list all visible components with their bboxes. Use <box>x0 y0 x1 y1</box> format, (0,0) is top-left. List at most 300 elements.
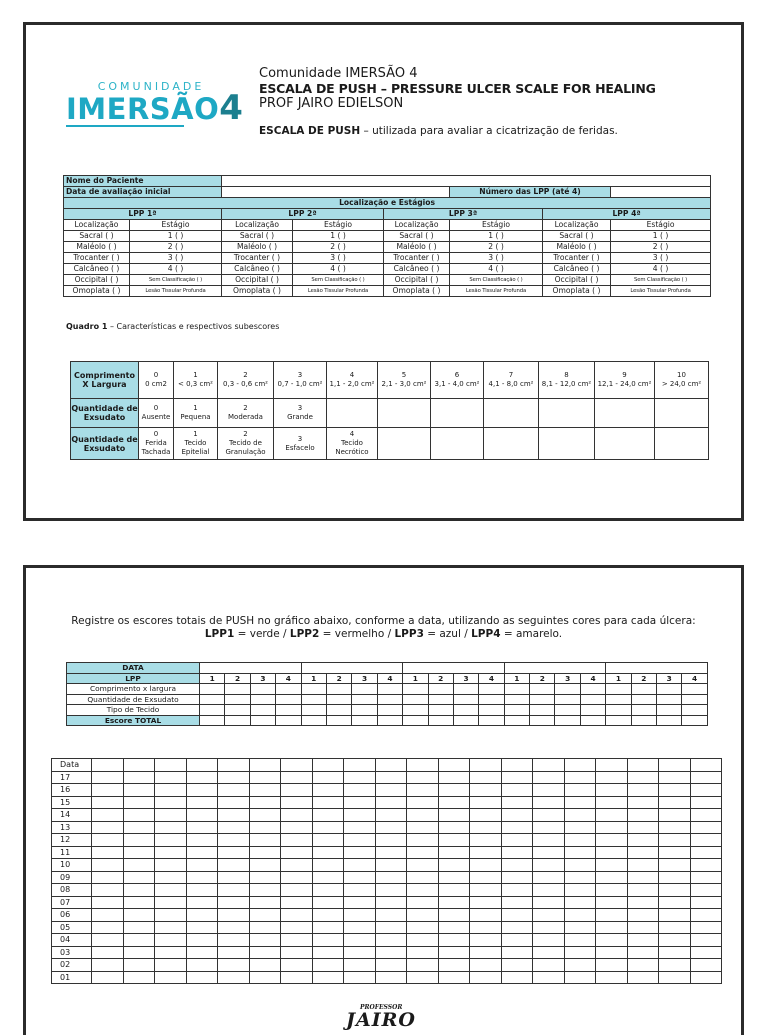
grid-cell[interactable] <box>218 821 250 834</box>
total-cell[interactable] <box>479 715 504 726</box>
grid-cell[interactable] <box>218 909 250 922</box>
push-cell[interactable] <box>479 705 504 716</box>
push-cell[interactable] <box>631 694 656 705</box>
grid-cell[interactable] <box>92 959 124 972</box>
grid-cell[interactable] <box>501 934 533 947</box>
grid-date-cell[interactable] <box>564 759 596 772</box>
grid-cell[interactable] <box>533 859 565 872</box>
grid-cell[interactable] <box>218 971 250 984</box>
grid-cell[interactable] <box>218 896 250 909</box>
grid-cell[interactable] <box>155 809 187 822</box>
push-cell[interactable] <box>200 705 225 716</box>
grid-cell[interactable] <box>470 846 502 859</box>
grid-cell[interactable] <box>407 859 439 872</box>
grid-cell[interactable] <box>186 921 218 934</box>
push-cell[interactable] <box>682 705 707 716</box>
push-cell[interactable] <box>479 694 504 705</box>
grid-cell[interactable] <box>659 846 691 859</box>
grid-cell[interactable] <box>690 884 722 897</box>
grid-cell[interactable] <box>470 784 502 797</box>
grid-cell[interactable] <box>438 796 470 809</box>
push-cell[interactable] <box>453 694 478 705</box>
push-cell[interactable] <box>428 705 453 716</box>
grid-cell[interactable] <box>533 934 565 947</box>
push-cell[interactable] <box>606 694 631 705</box>
grid-cell[interactable] <box>501 871 533 884</box>
push-cell[interactable] <box>276 705 301 716</box>
grid-cell[interactable] <box>312 896 344 909</box>
grid-cell[interactable] <box>438 909 470 922</box>
grid-cell[interactable] <box>407 846 439 859</box>
grid-cell[interactable] <box>218 946 250 959</box>
grid-cell[interactable] <box>501 946 533 959</box>
grid-cell[interactable] <box>627 909 659 922</box>
stage-option[interactable]: 4 ( ) <box>293 264 384 275</box>
grid-cell[interactable] <box>281 946 313 959</box>
grid-cell[interactable] <box>155 909 187 922</box>
grid-cell[interactable] <box>596 834 628 847</box>
grid-cell[interactable] <box>92 871 124 884</box>
total-cell[interactable] <box>682 715 707 726</box>
push-cell[interactable] <box>200 694 225 705</box>
grid-cell[interactable] <box>659 934 691 947</box>
grid-cell[interactable] <box>659 971 691 984</box>
grid-cell[interactable] <box>501 884 533 897</box>
grid-cell[interactable] <box>218 884 250 897</box>
grid-cell[interactable] <box>123 884 155 897</box>
grid-cell[interactable] <box>155 959 187 972</box>
grid-cell[interactable] <box>155 871 187 884</box>
lpp-count-field[interactable] <box>611 187 711 198</box>
grid-cell[interactable] <box>596 846 628 859</box>
grid-cell[interactable] <box>470 821 502 834</box>
grid-cell[interactable] <box>123 971 155 984</box>
grid-cell[interactable] <box>564 871 596 884</box>
grid-cell[interactable] <box>627 871 659 884</box>
push-cell[interactable] <box>555 684 580 695</box>
grid-cell[interactable] <box>659 959 691 972</box>
date-field[interactable] <box>606 663 708 674</box>
grid-cell[interactable] <box>155 946 187 959</box>
grid-cell[interactable] <box>218 859 250 872</box>
grid-cell[interactable] <box>533 921 565 934</box>
push-cell[interactable] <box>606 684 631 695</box>
grid-date-cell[interactable] <box>281 759 313 772</box>
grid-cell[interactable] <box>407 909 439 922</box>
grid-cell[interactable] <box>533 959 565 972</box>
grid-cell[interactable] <box>596 946 628 959</box>
grid-cell[interactable] <box>659 821 691 834</box>
grid-cell[interactable] <box>155 934 187 947</box>
grid-cell[interactable] <box>186 884 218 897</box>
grid-cell[interactable] <box>533 846 565 859</box>
grid-cell[interactable] <box>375 971 407 984</box>
push-cell[interactable] <box>682 684 707 695</box>
grid-cell[interactable] <box>407 946 439 959</box>
stage-option[interactable]: Sem Classificação ( ) <box>293 275 384 286</box>
stage-option[interactable]: Lesão Tissular Profunda <box>611 286 711 297</box>
grid-cell[interactable] <box>470 959 502 972</box>
grid-cell[interactable] <box>501 909 533 922</box>
grid-cell[interactable] <box>155 971 187 984</box>
grid-cell[interactable] <box>249 921 281 934</box>
grid-cell[interactable] <box>218 959 250 972</box>
grid-cell[interactable] <box>627 796 659 809</box>
grid-cell[interactable] <box>92 921 124 934</box>
grid-cell[interactable] <box>627 921 659 934</box>
grid-cell[interactable] <box>344 846 376 859</box>
grid-cell[interactable] <box>375 771 407 784</box>
grid-cell[interactable] <box>92 909 124 922</box>
grid-cell[interactable] <box>627 809 659 822</box>
stage-option[interactable]: 2 ( ) <box>450 242 543 253</box>
grid-cell[interactable] <box>596 796 628 809</box>
push-cell[interactable] <box>403 694 428 705</box>
grid-cell[interactable] <box>186 821 218 834</box>
push-cell[interactable] <box>403 705 428 716</box>
grid-cell[interactable] <box>596 771 628 784</box>
stage-option[interactable]: 3 ( ) <box>130 253 222 264</box>
push-cell[interactable] <box>352 705 377 716</box>
grid-cell[interactable] <box>312 934 344 947</box>
grid-cell[interactable] <box>627 971 659 984</box>
grid-date-cell[interactable] <box>501 759 533 772</box>
grid-cell[interactable] <box>596 871 628 884</box>
grid-cell[interactable] <box>407 884 439 897</box>
grid-cell[interactable] <box>690 946 722 959</box>
grid-cell[interactable] <box>627 821 659 834</box>
push-cell[interactable] <box>276 684 301 695</box>
grid-cell[interactable] <box>249 784 281 797</box>
grid-cell[interactable] <box>407 971 439 984</box>
grid-cell[interactable] <box>470 946 502 959</box>
push-cell[interactable] <box>657 694 682 705</box>
grid-cell[interactable] <box>501 796 533 809</box>
grid-cell[interactable] <box>92 859 124 872</box>
push-cell[interactable] <box>326 705 351 716</box>
total-cell[interactable] <box>326 715 351 726</box>
grid-cell[interactable] <box>659 859 691 872</box>
push-cell[interactable] <box>225 684 250 695</box>
grid-cell[interactable] <box>281 834 313 847</box>
grid-cell[interactable] <box>438 934 470 947</box>
location-option[interactable]: Occipital ( ) <box>64 275 130 286</box>
location-option[interactable]: Omoplata ( ) <box>222 286 293 297</box>
grid-cell[interactable] <box>312 834 344 847</box>
grid-cell[interactable] <box>92 896 124 909</box>
grid-cell[interactable] <box>627 934 659 947</box>
grid-date-cell[interactable] <box>186 759 218 772</box>
grid-cell[interactable] <box>438 959 470 972</box>
grid-cell[interactable] <box>155 859 187 872</box>
grid-cell[interactable] <box>659 809 691 822</box>
grid-cell[interactable] <box>690 796 722 809</box>
grid-cell[interactable] <box>218 771 250 784</box>
stage-option[interactable]: 4 ( ) <box>450 264 543 275</box>
push-cell[interactable] <box>250 694 275 705</box>
location-option[interactable]: Calcâneo ( ) <box>543 264 611 275</box>
grid-cell[interactable] <box>344 946 376 959</box>
grid-cell[interactable] <box>659 884 691 897</box>
grid-cell[interactable] <box>564 834 596 847</box>
push-cell[interactable] <box>377 694 402 705</box>
stage-option[interactable]: Lesão Tissular Profunda <box>293 286 384 297</box>
total-cell[interactable] <box>631 715 656 726</box>
grid-cell[interactable] <box>407 821 439 834</box>
grid-cell[interactable] <box>407 959 439 972</box>
push-cell[interactable] <box>301 705 326 716</box>
grid-cell[interactable] <box>375 821 407 834</box>
grid-cell[interactable] <box>501 834 533 847</box>
grid-cell[interactable] <box>690 959 722 972</box>
stage-option[interactable]: Lesão Tissular Profunda <box>450 286 543 297</box>
grid-cell[interactable] <box>186 796 218 809</box>
grid-cell[interactable] <box>155 921 187 934</box>
stage-option[interactable]: 1 ( ) <box>130 231 222 242</box>
grid-cell[interactable] <box>249 796 281 809</box>
grid-cell[interactable] <box>533 884 565 897</box>
push-cell[interactable] <box>580 694 605 705</box>
grid-cell[interactable] <box>501 846 533 859</box>
grid-cell[interactable] <box>501 784 533 797</box>
grid-cell[interactable] <box>123 809 155 822</box>
grid-cell[interactable] <box>344 821 376 834</box>
grid-cell[interactable] <box>281 959 313 972</box>
total-cell[interactable] <box>453 715 478 726</box>
grid-cell[interactable] <box>249 884 281 897</box>
grid-cell[interactable] <box>249 834 281 847</box>
push-cell[interactable] <box>225 694 250 705</box>
grid-cell[interactable] <box>249 859 281 872</box>
location-option[interactable]: Omoplata ( ) <box>64 286 130 297</box>
grid-cell[interactable] <box>344 796 376 809</box>
stage-option[interactable]: 1 ( ) <box>450 231 543 242</box>
grid-cell[interactable] <box>186 896 218 909</box>
grid-cell[interactable] <box>533 771 565 784</box>
grid-cell[interactable] <box>690 971 722 984</box>
grid-cell[interactable] <box>249 896 281 909</box>
grid-cell[interactable] <box>501 971 533 984</box>
grid-cell[interactable] <box>596 921 628 934</box>
grid-cell[interactable] <box>281 896 313 909</box>
grid-date-cell[interactable] <box>123 759 155 772</box>
grid-cell[interactable] <box>92 934 124 947</box>
location-option[interactable]: Occipital ( ) <box>384 275 450 286</box>
grid-cell[interactable] <box>690 784 722 797</box>
grid-cell[interactable] <box>470 809 502 822</box>
grid-cell[interactable] <box>344 971 376 984</box>
total-cell[interactable] <box>403 715 428 726</box>
total-cell[interactable] <box>580 715 605 726</box>
grid-cell[interactable] <box>438 896 470 909</box>
stage-option[interactable]: 1 ( ) <box>611 231 711 242</box>
grid-cell[interactable] <box>218 846 250 859</box>
grid-cell[interactable] <box>281 796 313 809</box>
grid-date-cell[interactable] <box>249 759 281 772</box>
grid-cell[interactable] <box>659 946 691 959</box>
push-cell[interactable] <box>555 694 580 705</box>
push-cell[interactable] <box>530 694 555 705</box>
grid-date-cell[interactable] <box>375 759 407 772</box>
grid-cell[interactable] <box>92 971 124 984</box>
grid-date-cell[interactable] <box>533 759 565 772</box>
grid-cell[interactable] <box>344 834 376 847</box>
grid-cell[interactable] <box>218 834 250 847</box>
grid-cell[interactable] <box>627 896 659 909</box>
grid-cell[interactable] <box>312 946 344 959</box>
grid-cell[interactable] <box>312 871 344 884</box>
grid-cell[interactable] <box>407 921 439 934</box>
grid-date-cell[interactable] <box>92 759 124 772</box>
grid-cell[interactable] <box>501 809 533 822</box>
location-option[interactable]: Sacral ( ) <box>384 231 450 242</box>
grid-cell[interactable] <box>627 959 659 972</box>
location-option[interactable]: Maléolo ( ) <box>543 242 611 253</box>
grid-cell[interactable] <box>501 896 533 909</box>
total-cell[interactable] <box>530 715 555 726</box>
location-option[interactable]: Maléolo ( ) <box>222 242 293 253</box>
push-cell[interactable] <box>580 684 605 695</box>
grid-cell[interactable] <box>281 884 313 897</box>
grid-cell[interactable] <box>375 859 407 872</box>
grid-cell[interactable] <box>470 771 502 784</box>
grid-date-cell[interactable] <box>627 759 659 772</box>
grid-cell[interactable] <box>470 921 502 934</box>
grid-cell[interactable] <box>312 796 344 809</box>
grid-cell[interactable] <box>218 921 250 934</box>
grid-cell[interactable] <box>564 846 596 859</box>
grid-cell[interactable] <box>249 909 281 922</box>
grid-cell[interactable] <box>155 834 187 847</box>
total-cell[interactable] <box>225 715 250 726</box>
grid-cell[interactable] <box>407 796 439 809</box>
push-cell[interactable] <box>631 705 656 716</box>
grid-cell[interactable] <box>123 821 155 834</box>
location-option[interactable]: Trocanter ( ) <box>222 253 293 264</box>
stage-option[interactable]: Sem Classificação ( ) <box>450 275 543 286</box>
grid-cell[interactable] <box>564 821 596 834</box>
total-cell[interactable] <box>657 715 682 726</box>
grid-cell[interactable] <box>470 896 502 909</box>
grid-cell[interactable] <box>564 809 596 822</box>
grid-cell[interactable] <box>186 946 218 959</box>
grid-cell[interactable] <box>123 934 155 947</box>
grid-cell[interactable] <box>123 834 155 847</box>
location-option[interactable]: Omoplata ( ) <box>543 286 611 297</box>
grid-cell[interactable] <box>312 846 344 859</box>
grid-cell[interactable] <box>92 771 124 784</box>
push-cell[interactable] <box>504 684 529 695</box>
location-option[interactable]: Occipital ( ) <box>543 275 611 286</box>
grid-cell[interactable] <box>438 871 470 884</box>
grid-cell[interactable] <box>155 796 187 809</box>
grid-cell[interactable] <box>312 959 344 972</box>
grid-cell[interactable] <box>123 859 155 872</box>
grid-cell[interactable] <box>659 784 691 797</box>
location-option[interactable]: Trocanter ( ) <box>543 253 611 264</box>
location-option[interactable]: Calcâneo ( ) <box>384 264 450 275</box>
grid-cell[interactable] <box>533 946 565 959</box>
grid-cell[interactable] <box>690 896 722 909</box>
grid-cell[interactable] <box>92 884 124 897</box>
grid-cell[interactable] <box>470 934 502 947</box>
grid-cell[interactable] <box>281 859 313 872</box>
stage-option[interactable]: 1 ( ) <box>293 231 384 242</box>
location-option[interactable]: Omoplata ( ) <box>384 286 450 297</box>
grid-cell[interactable] <box>186 909 218 922</box>
grid-cell[interactable] <box>470 909 502 922</box>
grid-cell[interactable] <box>564 946 596 959</box>
grid-cell[interactable] <box>659 796 691 809</box>
grid-cell[interactable] <box>438 921 470 934</box>
grid-cell[interactable] <box>438 771 470 784</box>
grid-cell[interactable] <box>344 859 376 872</box>
grid-cell[interactable] <box>690 834 722 847</box>
grid-cell[interactable] <box>92 821 124 834</box>
grid-cell[interactable] <box>470 859 502 872</box>
grid-cell[interactable] <box>218 796 250 809</box>
grid-cell[interactable] <box>344 871 376 884</box>
stage-option[interactable]: Sem Classificação ( ) <box>611 275 711 286</box>
push-cell[interactable] <box>657 705 682 716</box>
grid-cell[interactable] <box>344 809 376 822</box>
push-cell[interactable] <box>555 705 580 716</box>
grid-cell[interactable] <box>281 771 313 784</box>
grid-cell[interactable] <box>596 909 628 922</box>
grid-cell[interactable] <box>123 846 155 859</box>
push-cell[interactable] <box>606 705 631 716</box>
grid-cell[interactable] <box>281 934 313 947</box>
grid-cell[interactable] <box>596 959 628 972</box>
grid-cell[interactable] <box>375 796 407 809</box>
date-field[interactable] <box>301 663 403 674</box>
grid-cell[interactable] <box>690 859 722 872</box>
grid-date-cell[interactable] <box>438 759 470 772</box>
grid-cell[interactable] <box>281 921 313 934</box>
grid-cell[interactable] <box>659 909 691 922</box>
grid-cell[interactable] <box>596 934 628 947</box>
location-option[interactable]: Maléolo ( ) <box>64 242 130 253</box>
grid-cell[interactable] <box>249 821 281 834</box>
location-option[interactable]: Sacral ( ) <box>543 231 611 242</box>
grid-cell[interactable] <box>249 946 281 959</box>
grid-cell[interactable] <box>123 946 155 959</box>
grid-cell[interactable] <box>186 846 218 859</box>
location-option[interactable]: Occipital ( ) <box>222 275 293 286</box>
grid-cell[interactable] <box>627 834 659 847</box>
grid-cell[interactable] <box>533 871 565 884</box>
grid-cell[interactable] <box>186 771 218 784</box>
total-cell[interactable] <box>504 715 529 726</box>
push-cell[interactable] <box>403 684 428 695</box>
grid-cell[interactable] <box>218 784 250 797</box>
grid-cell[interactable] <box>564 896 596 909</box>
grid-date-cell[interactable] <box>690 759 722 772</box>
push-cell[interactable] <box>530 705 555 716</box>
total-cell[interactable] <box>352 715 377 726</box>
grid-cell[interactable] <box>123 896 155 909</box>
grid-cell[interactable] <box>123 921 155 934</box>
grid-cell[interactable] <box>344 896 376 909</box>
grid-cell[interactable] <box>123 796 155 809</box>
stage-option[interactable]: 2 ( ) <box>130 242 222 253</box>
grid-cell[interactable] <box>281 809 313 822</box>
grid-cell[interactable] <box>501 859 533 872</box>
grid-cell[interactable] <box>659 921 691 934</box>
grid-cell[interactable] <box>690 934 722 947</box>
grid-cell[interactable] <box>249 771 281 784</box>
grid-cell[interactable] <box>596 971 628 984</box>
